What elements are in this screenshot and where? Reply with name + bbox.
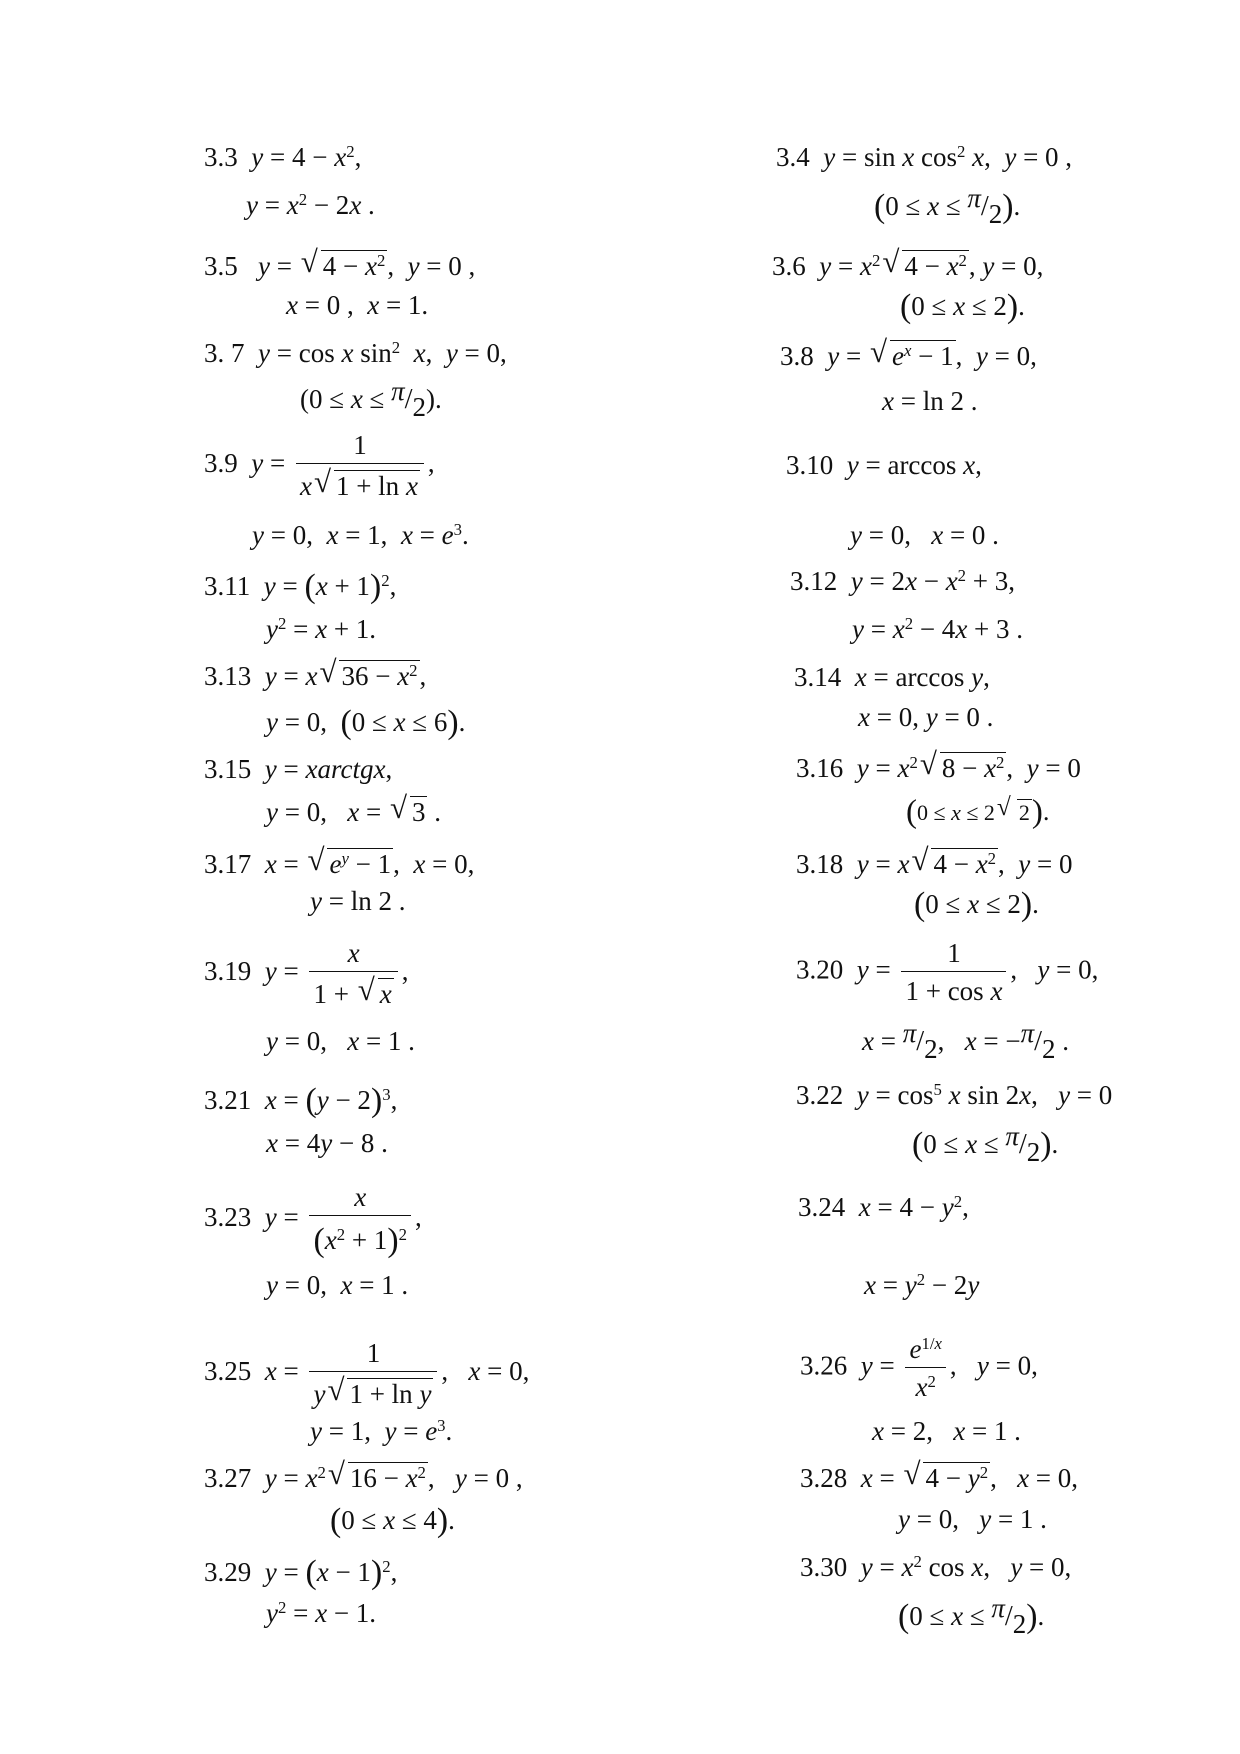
problem-3.13-line-1: 3.13 y = x√ $36 - x^2$, [204,660,426,690]
problem-label: 3.19 [204,956,252,987]
problem-3.22-line-1: 3.22 $y = \cos^5 x$ sin 2x, y = 0 [796,1079,1113,1110]
problem-3.27-line-2: (0 ≤ x ≤ 4). [330,1502,455,1539]
problem-3.5-line-2: x = 0 , x = 1. [286,290,429,320]
problem-3.28-line-1: 3.28 x = √ $4 - y^2$, x = 0, [800,1462,1078,1492]
problem-3.15-line-1: 3.15 y = xarctgx, [204,754,393,784]
problem-3.6-line-1: 3.6 $y = x^2√$ $4 - x^2$, y = 0, [772,250,1043,280]
problem-3.17-line-2: y = ln 2 . [310,886,406,916]
problem-label: 3.9 [204,448,238,479]
problem-label: 3.15 [204,754,252,784]
problem-label: 3.27 [204,1463,252,1493]
problem-label: 3.25 [204,1356,252,1387]
problem-3.23-line-2: y = 0, x = 1 . [266,1270,409,1300]
problem-3.20-line-2: x = π/2, x = −π/2 . [862,1018,1069,1064]
problem-label: 3.29 [204,1557,252,1587]
problem-3.14-line-2: x = 0, y = 0 . [858,702,994,732]
problem-3.25-line-2: y = 1, $y = e^3$. [310,1415,453,1446]
problem-3.24-line-1: 3.24 $x = 4 - y^2$, [798,1191,969,1222]
problem-3.8-line-2: x = ln 2 . [882,386,978,416]
problem-3.20-line-1: 3.20 y = $\frac{1}{\text{1 + cos x}}$ , y = 0, [796,938,1099,1006]
problem-label: 3.24 [798,1192,846,1222]
problem-3.15-line-2: y = 0, x = √ 3 . [266,796,441,826]
problem-3.3-line-1: 3.3 $y = 4 - x^2$, [204,141,362,172]
problem-3.26-line-1: 3.26 y = $\frac{e^{1/x}}{x^2}$ , y = 0, [800,1333,1038,1402]
problem-3.17-line-1: 3.17 x = √ $e^y - 1$, x = 0, [204,848,474,878]
problem-3.3-line-2: $y = x^2 - 2x$ . [246,189,375,220]
problem-label: 3.8 [780,341,814,371]
problem-3.29-line-1: 3.29 $y = (x - 1)^2$, [204,1554,398,1591]
problem-3.10-line-2: y = 0, x = 0 . [850,520,999,550]
problem-label: 3.21 [204,1085,252,1115]
problem-3.21-line-2: x = 4y − 8 . [266,1128,388,1158]
problem-3.4-line-2: (0 ≤ x ≤ π/2). [874,183,1021,229]
problem-3.19-line-2: y = 0, x = 1 . [266,1026,415,1056]
problem-3.4-line-1: 3.4 y = sin x $\cos^2 x$, y = 0 , [776,141,1073,172]
problem-3.13-line-2: y = 0, (0 ≤ x ≤ 6). [266,704,466,741]
problem-3.30-line-2: (0 ≤ x ≤ π/2). [898,1593,1045,1639]
problem-label: 3.13 [204,661,252,691]
problem-label: 3.23 [204,1202,252,1233]
problem-3.11-line-2: $y^2 = x + 1$. [266,613,377,644]
problem-label: 3.30 [800,1552,848,1582]
problem-3.18-line-1: 3.18 y = x√ $4 - x^2$, y = 0 [796,848,1073,878]
problem-label: 3.16 [796,753,844,783]
problem-3.11-line-1: 3.11 $y = (x + 1)^2$, [204,568,397,605]
problem-3.6-line-2: (0 ≤ x ≤ 2). [900,288,1025,325]
problem-3.16-line-2: (0 ≤ x ≤ 2√ 2). [906,794,1050,827]
problem-3.9-line-2: y = 0, x = 1, $x = e^3$. [252,519,469,550]
problem-3.16-line-1: 3.16 $y = x^2√$ $8 - x^2$, y = 0 [796,752,1081,782]
problem-3.24-line-2: $x = y^2 - 2y$ [864,1269,980,1300]
problem-label: 3.28 [800,1463,848,1493]
problem-3.25-line-1: 3.25 x = $\frac{1}{\text{y√ 1 + ln y}}$ , x = 0, [204,1340,529,1408]
problem-label: 3.10 [786,450,834,480]
problem-3.7-line-2: (0 ≤ x ≤ π/2). [300,376,442,422]
problem-3.19-line-1: 3.19 y = $\frac{x}{1 + √ x}$ , [204,940,408,1008]
problem-label: 3.5 [204,251,238,281]
problem-label: 3.18 [796,849,844,879]
problem-3.29-line-2: $y^2 = x - 1$. [266,1597,377,1628]
problem-label: 3.14 [794,662,842,692]
problem-3.30-line-1: 3.30 $y = x^2$ cos x, y = 0, [800,1551,1072,1582]
problem-3.7-line-1: 3. 7 y = cos x $\sin^2 x$, y = 0, [204,337,507,368]
problem-label: 3.4 [776,142,810,172]
problem-label: 3. 7 [204,338,245,368]
problem-3.21-line-1: 3.21 $x = (y - 2)^3$, [204,1082,398,1119]
problem-label: 3.3 [204,142,238,172]
problem-3.12-line-1: 3.12 $y = 2x - x^2 + 3$, [790,565,1016,596]
problem-label: 3.17 [204,849,252,879]
problem-3.10-line-1: 3.10 y = arccos x, [786,450,982,480]
problem-label: 3.26 [800,1350,848,1381]
problem-3.23-line-1: 3.23 y = $\frac{x}{(x^2 + 1)^2}$ , [204,1182,422,1259]
problem-label: 3.22 [796,1080,844,1110]
problem-label: 3.20 [796,954,844,985]
problem-label: 3.11 [204,571,251,601]
problem-3.18-line-2: (0 ≤ x ≤ 2). [914,886,1039,923]
problem-label: 3.12 [790,566,838,596]
problem-3.12-line-2: $y = x^2 - 4x + 3$ . [852,613,1024,644]
problem-label: 3.6 [772,251,806,281]
problem-3.5-line-1: 3.5 y = √ $4 - x^2$, y = 0 , [204,250,475,280]
problem-3.9-line-1: 3.9 y = $\frac{1}{\text{x√ 1 + ln x}}$ , [204,432,435,500]
problem-3.22-line-2: (0 ≤ x ≤ π/2). [912,1121,1059,1167]
problem-3.27-line-1: 3.27 $y = x^2√$ $16 - x^2$, y = 0 , [204,1462,523,1492]
problem-3.28-line-2: y = 0, y = 1 . [898,1504,1047,1534]
problem-3.8-line-1: 3.8 y = √ $e^x - 1$, y = 0, [780,340,1037,370]
problem-3.26-line-2: x = 2, x = 1 . [872,1416,1021,1446]
problem-3.14-line-1: 3.14 x = arccos y, [794,662,990,692]
